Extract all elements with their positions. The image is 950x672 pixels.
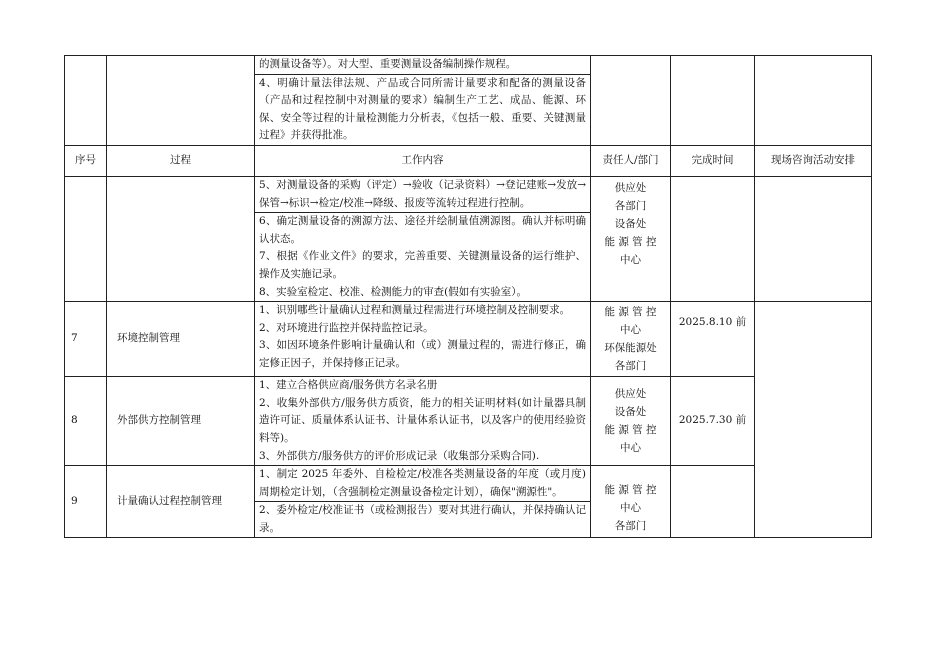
- onsite-cell: [755, 302, 872, 538]
- row-seq: 9: [65, 466, 107, 538]
- header-onsite: 现场咨询活动安排: [755, 145, 872, 176]
- table-row: [65, 302, 872, 377]
- table-row: [65, 176, 872, 212]
- deadline-cell: 2025.7.30 前: [671, 377, 755, 466]
- work-content-cell: 2、委外检定/校准证书（或检测报告）要对其进行确认，并保持确认记录。: [255, 502, 591, 538]
- responsible-cell: 供应处 各部门 设备处 能 源 管 控 中心: [591, 176, 671, 301]
- table-header-row: [65, 145, 872, 176]
- deadline-cell: 2025.8.10 前: [671, 302, 755, 377]
- row-seq: 7: [65, 302, 107, 377]
- work-content-cell: 1、建立合格供应商/服务供方名录名册 2、收集外部供方/服务供方质资，能力的相关证明材料(如计量器具制造许可证、质量体系认证书、计量体系认证书，以及客户的使用经验资料等)。 3、外部供方/服务供方的评价形成记录（收集部分采购合同).: [255, 377, 591, 466]
- header-process: 过程: [107, 145, 255, 176]
- work-content-cell: 6、确定测量设备的溯源方法、途径并绘制量值溯源图。确认并标明确认状态。 7、根据《作业文件》的要求，完善重要、关键测量设备的运行维护、操作及实施记录。 8、实验室检定、校准、检测能力的审查(假如有实验室）。: [255, 213, 591, 302]
- table-row: [65, 56, 872, 75]
- responsible-cell: 供应处 设备处 能 源 管 控 中心: [591, 377, 671, 466]
- header-responsible: 责任人/部门: [591, 145, 671, 176]
- deadline-cell: [671, 466, 755, 538]
- table-row: [65, 377, 872, 466]
- plan-table: [64, 55, 872, 538]
- row-process: 计量确认过程控制管理: [107, 466, 255, 538]
- responsible-cell: 能 源 管 控 中心 各部门: [591, 466, 671, 538]
- table-row: [65, 466, 872, 502]
- row-process: 环境控制管理: [107, 302, 255, 377]
- row-process: 外部供方控制管理: [107, 377, 255, 466]
- header-deadline: 完成时间: [671, 145, 755, 176]
- work-content-cell: 4、明确计量法律法规、产品或合同所需计量要求和配备的测量设备（产品和过程控制中对测量的要求）编制生产工艺、成品、能源、环保、安全等过程的计量检测能力分析表，《包括一般、重要、关键测量过程》并获得批准。: [255, 74, 591, 145]
- work-content-cell: 5、对测量设备的采购（评定）→验收（记录资料）→登记建账→发放→保管→标识→检定/校准→降级、报废等流转过程进行控制。: [255, 176, 591, 212]
- header-seq: 序号: [65, 145, 107, 176]
- row-seq: 8: [65, 377, 107, 466]
- work-content-cell: 1、制定 2025 年委外、自检检定/校准各类测量设备的年度（或月度)周期检定计划，（含强制检定测量设备检定计划），确保"溯源性"。: [255, 466, 591, 502]
- work-content-cell: 的测量设备等）。对大型、重要测量设备编制操作规程。: [255, 56, 591, 75]
- work-content-cell: 1、识别哪些计量确认过程和测量过程需进行环境控制及控制要求。 2、对环境进行监控并保持监控记录。 3、如因环境条件影响计量确认和（或）测量过程的，需进行修正，确定修正因子，并保持修正记录。: [255, 302, 591, 377]
- header-content: 工作内容: [255, 145, 591, 176]
- responsible-cell: 能 源 管 控 中心 环保能源处 各部门: [591, 302, 671, 377]
